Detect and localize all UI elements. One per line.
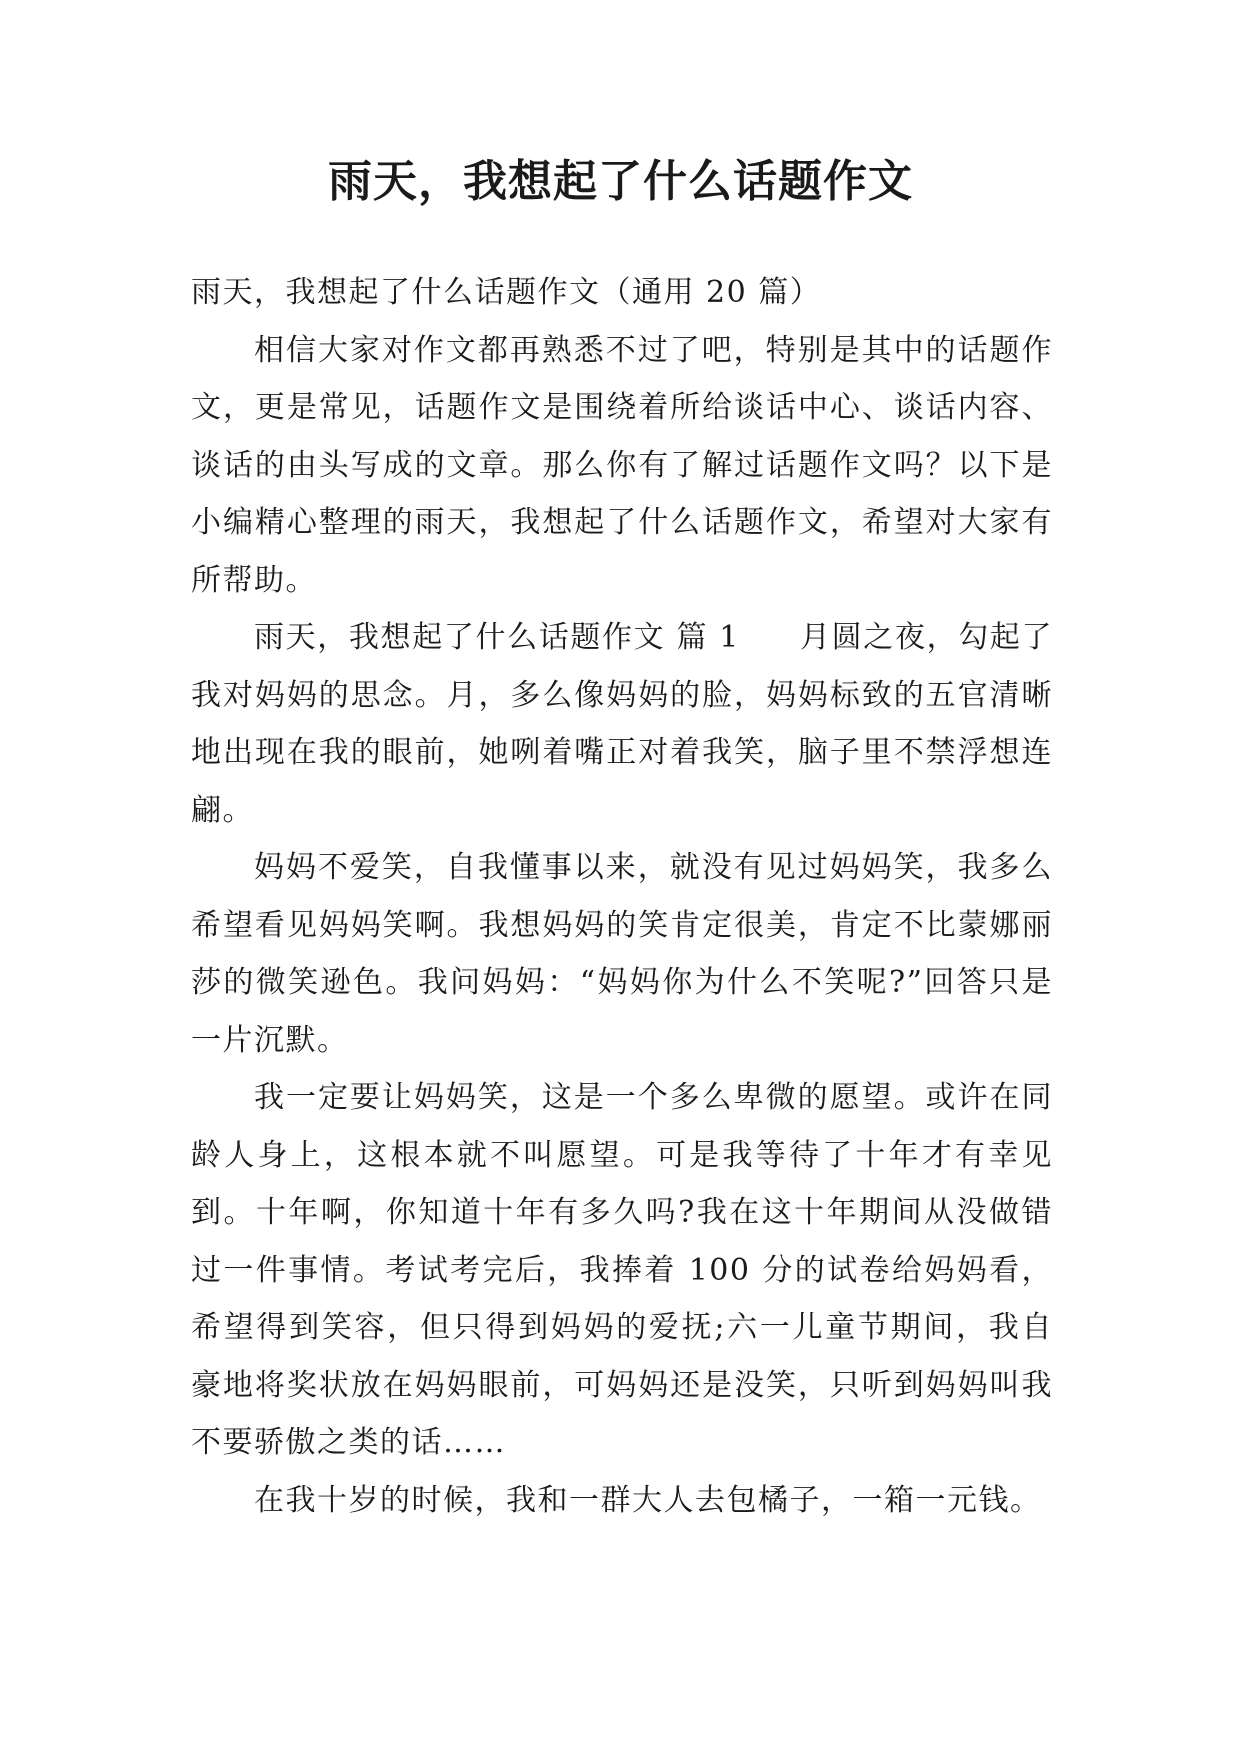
chapter-paragraph [191, 609, 1053, 839]
paragraph-3: 我一定要让妈妈笑，这是一个多么卑微的愿望。或许在同龄人身上，这根本就不叫愿望。可是我等待了十年才有幸见到。十年啊，你知道十年有多久吗?我在这十年期间从没做错过一件事情。考试考完后，我捧着 100 分的试卷给妈妈看，希望得到笑容，但只得到妈妈的爱抚;六一儿童节期间，我自豪地将奖状放在妈妈眼前，可妈妈还是没笑，只听到妈妈叫我不要骄傲之类的话…… [191, 1080, 1053, 1460]
intro-paragraph: 相信大家对作文都再熟悉不过了吧，特别是其中的话题作文，更是常见，话题作文是围绕着所给谈话中心、谈话内容、谈话的由头写成的文章。那么你有了解过话题作文吗？以下是小编精心整理的雨天，我想起了什么话题作文，希望对大家有所帮助。 [191, 332, 1053, 598]
paragraph-4: 在我十岁的时候，我和一群大人去包橘子，一箱一元钱。 [254, 1482, 1042, 1518]
document-subtitle: 雨天，我想起了什么话题作文（通用 20 篇） [191, 275, 822, 310]
paragraph-2: 妈妈不爱笑，自我懂事以来，就没有见过妈妈笑，我多么希望看见妈妈笑啊。我想妈妈的笑肯定很美，肯定不比蒙娜丽莎的微笑逊色。我问妈妈：“妈妈你为什么不笑呢?”回答只是一片沉默。 [191, 850, 1053, 1058]
document-title: 雨天，我想起了什么话题作文 [328, 156, 913, 207]
paragraph-1: 月圆之夜，勾起了我对妈妈的思念。月，多么像妈妈的脸，妈妈标致的五官清晰地出现在我的眼前，她咧着嘴正对着我笑，脑子里不禁浮想连翩。 [191, 620, 1053, 828]
chapter-heading: 雨天，我想起了什么话题作文 篇 1 [254, 620, 740, 655]
document-body [191, 264, 1053, 1529]
